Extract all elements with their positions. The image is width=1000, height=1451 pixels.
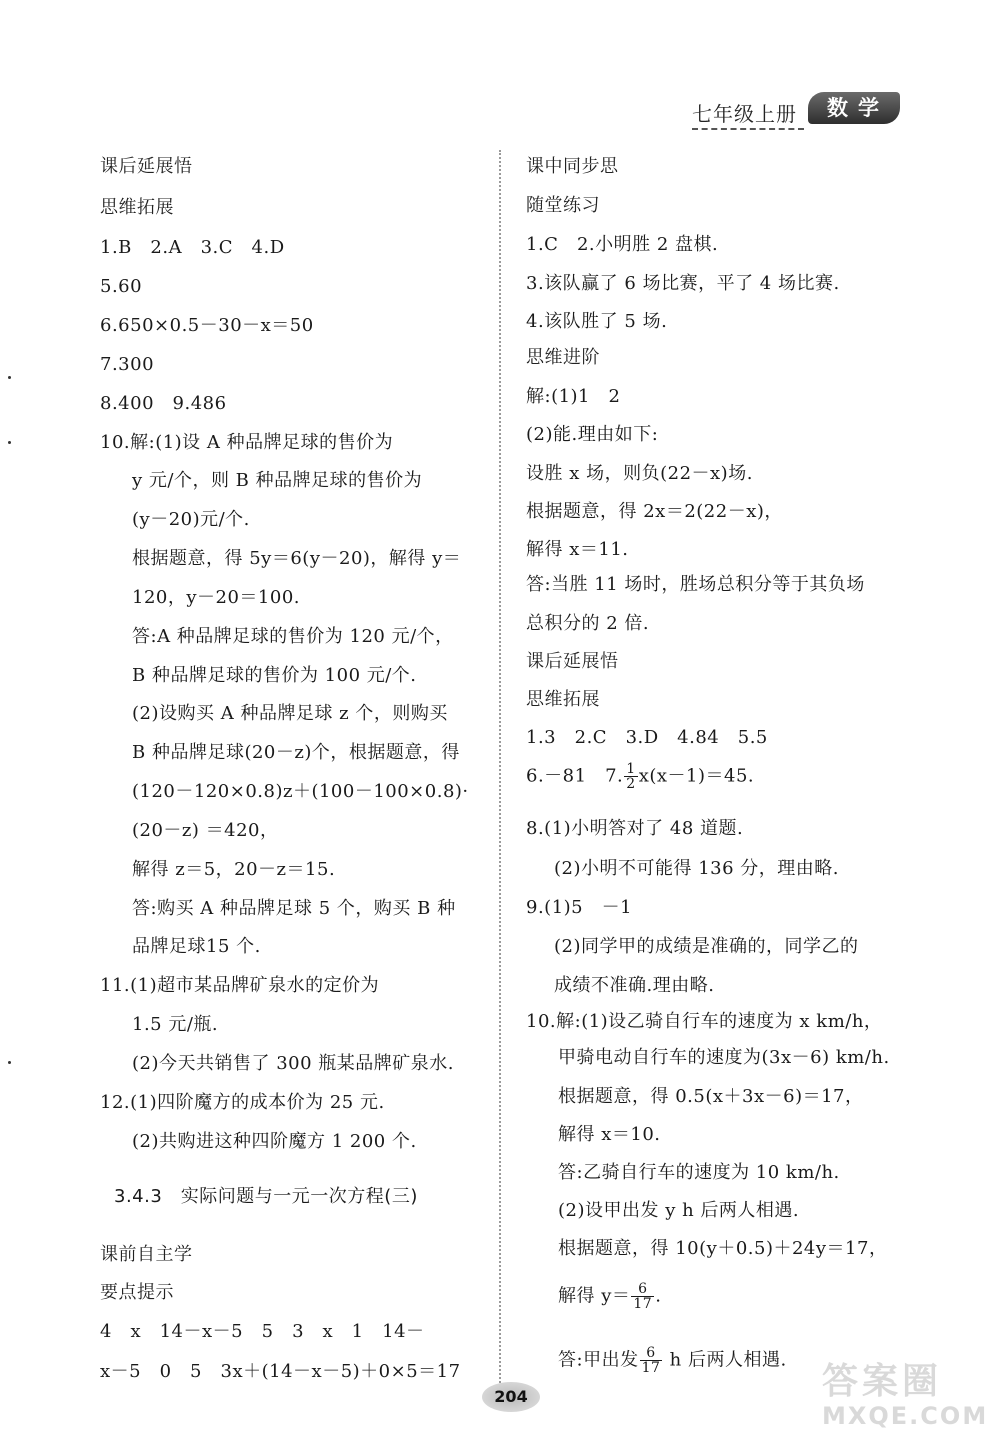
answer-line: (120－120×0.8)z＋(100－100×0.8)·: [132, 781, 469, 802]
fraction: [631, 1282, 654, 1311]
answer-line: 根据题意，得 0.5(x＋3x－6)＝17，: [558, 1086, 864, 1107]
answer-text: 答:甲出发: [558, 1349, 639, 1371]
answer-line: 12.(1)四阶魔方的成本价为 25 元.: [100, 1092, 385, 1113]
fraction-numerator: 1: [626, 761, 636, 777]
answer-line: 6.650×0.5－30－x＝50: [100, 315, 314, 336]
fraction-denominator: 2: [626, 776, 636, 792]
answer-line: 答:A 种品牌足球的售价为 120 元/个，: [132, 626, 454, 647]
watermark-url: MXQE.COM: [822, 1402, 989, 1430]
watermark-text: 答案圈: [822, 1361, 943, 1402]
margin-mark: [8, 1061, 11, 1064]
page-number: 204: [482, 1382, 540, 1412]
section-heading: 课前自主学: [100, 1244, 193, 1265]
answer-line: 1.B 2.A 3.C 4.D: [100, 237, 285, 258]
header-divider: [692, 128, 804, 130]
subsection-heading: 思维拓展: [100, 197, 174, 218]
answer-line: 成绩不准确.理由略.: [554, 975, 715, 996]
answer-line: 答:当胜 11 场时，胜场总积分等于其负场: [526, 574, 865, 595]
answer-line: 10.解:(1)设 A 种品牌足球的售价为: [100, 432, 394, 453]
answer-line: x－5 0 5 3x＋(14－x－5)＋0×5＝17: [100, 1361, 461, 1382]
answer-line: [526, 762, 754, 791]
answer-line: 8.400 9.486: [100, 393, 227, 414]
answer-line: (y－20)元/个.: [132, 509, 250, 530]
answer-line: 1.3 2.C 3.D 4.84 5.5: [526, 727, 768, 748]
answer-line: 根据题意，得 2x＝2(22－x)，: [526, 501, 783, 522]
margin-mark: [8, 441, 11, 444]
answer-line: 1.5 元/瓶.: [132, 1014, 219, 1035]
answer-line: 3.该队赢了 6 场比赛，平了 4 场比赛.: [526, 273, 840, 294]
lesson-title: 3.4.3 实际问题与一元一次方程(三): [114, 1186, 418, 1207]
answer-line: 总积分的 2 倍.: [526, 613, 650, 634]
answer-line: B 种品牌足球(20－z)个，根据题意，得: [132, 742, 460, 763]
answer-text: x(x－1)＝45.: [638, 765, 755, 787]
section-heading: 课中同步思: [526, 156, 619, 177]
answer-line: 甲骑电动自行车的速度为(3x－6) km/h.: [558, 1047, 890, 1068]
answer-line: (2)共购进这种四阶魔方 1 200 个.: [132, 1131, 417, 1152]
answer-line: (2)同学甲的成绩是准确的，同学乙的: [554, 936, 859, 957]
answer-line: 解得 x＝11.: [526, 539, 629, 560]
answer-line: (2)小明不可能得 136 分，理由略.: [554, 858, 840, 879]
answer-line: y 元/个，则 B 种品牌足球的售价为: [132, 470, 423, 491]
fraction-numerator: 6: [631, 1282, 654, 1297]
fraction-denominator: 17: [633, 1296, 653, 1312]
answer-line: 根据题意，得 10(y＋0.5)＋24y＝17，: [558, 1238, 888, 1259]
margin-mark: [8, 376, 11, 379]
answer-line: 解:(1)1 2: [526, 386, 621, 407]
subsection-heading: 要点提示: [100, 1282, 174, 1303]
fraction: [624, 762, 637, 791]
answer-line: 9.(1)5 －1: [526, 897, 633, 918]
answer-line: 11.(1)超市某品牌矿泉水的定价为: [100, 975, 380, 996]
answer-line: 120，y－20＝100.: [132, 587, 301, 608]
answer-line: (2)今天共销售了 300 瓶某品牌矿泉水.: [132, 1053, 455, 1074]
answer-line: 设胜 x 场，则负(22－x)场.: [526, 463, 753, 484]
section-heading: 课后延展悟: [100, 156, 193, 177]
answer-line: 7.300: [100, 354, 155, 375]
answer-line: (2)能.理由如下:: [526, 424, 659, 445]
column-divider: [499, 150, 501, 1390]
subject-badge: 数学: [808, 92, 900, 124]
answer-text: 解得 y＝: [558, 1285, 631, 1307]
answer-line: 8.(1)小明答对了 48 道题.: [526, 818, 744, 839]
answer-line: (2)设购买 A 种品牌足球 z 个，则购买: [132, 703, 448, 724]
answer-line: 答:乙骑自行车的速度为 10 km/h.: [558, 1162, 840, 1183]
subsection-heading: 思维进阶: [526, 347, 600, 368]
answer-text: 6.－81 7.: [526, 765, 624, 787]
subsection-heading: 思维拓展: [526, 689, 600, 710]
answer-line: 1.C 2.小明胜 2 盘棋.: [526, 234, 719, 255]
answer-text: .: [655, 1285, 662, 1307]
section-heading: 课后延展悟: [526, 651, 619, 672]
answer-line: [558, 1346, 787, 1375]
answer-line: 10.解:(1)设乙骑自行车的速度为 x km/h，: [526, 1011, 883, 1032]
answer-line: (20－z) ＝420，: [132, 820, 279, 841]
answer-line: 5.60: [100, 276, 143, 297]
answer-line: 4 x 14－x－5 5 3 x 1 14－: [100, 1321, 425, 1342]
answer-line: [558, 1282, 661, 1311]
fraction: [640, 1346, 663, 1375]
answer-line: 品牌足球15 个.: [132, 936, 261, 957]
answer-line: 答:购买 A 种品牌足球 5 个，购买 B 种: [132, 898, 456, 919]
watermark-logo: [822, 1362, 992, 1442]
fraction-denominator: 17: [641, 1360, 661, 1376]
answer-line: B 种品牌足球的售价为 100 元/个.: [132, 665, 417, 686]
answer-line: 4.该队胜了 5 场.: [526, 311, 668, 332]
answer-line: (2)设甲出发 y h 后两人相遇.: [558, 1200, 800, 1221]
fraction-numerator: 6: [640, 1346, 663, 1361]
subsection-heading: 随堂练习: [526, 195, 600, 216]
answer-line: 根据题意，得 5y＝6(y－20)，解得 y＝: [132, 548, 462, 569]
answer-line: 解得 x＝10.: [558, 1124, 661, 1145]
answer-text: h 后两人相遇.: [663, 1349, 787, 1371]
grade-label: 七年级上册: [692, 102, 797, 126]
answer-line: 解得 z＝5，20－z＝15.: [132, 859, 336, 880]
